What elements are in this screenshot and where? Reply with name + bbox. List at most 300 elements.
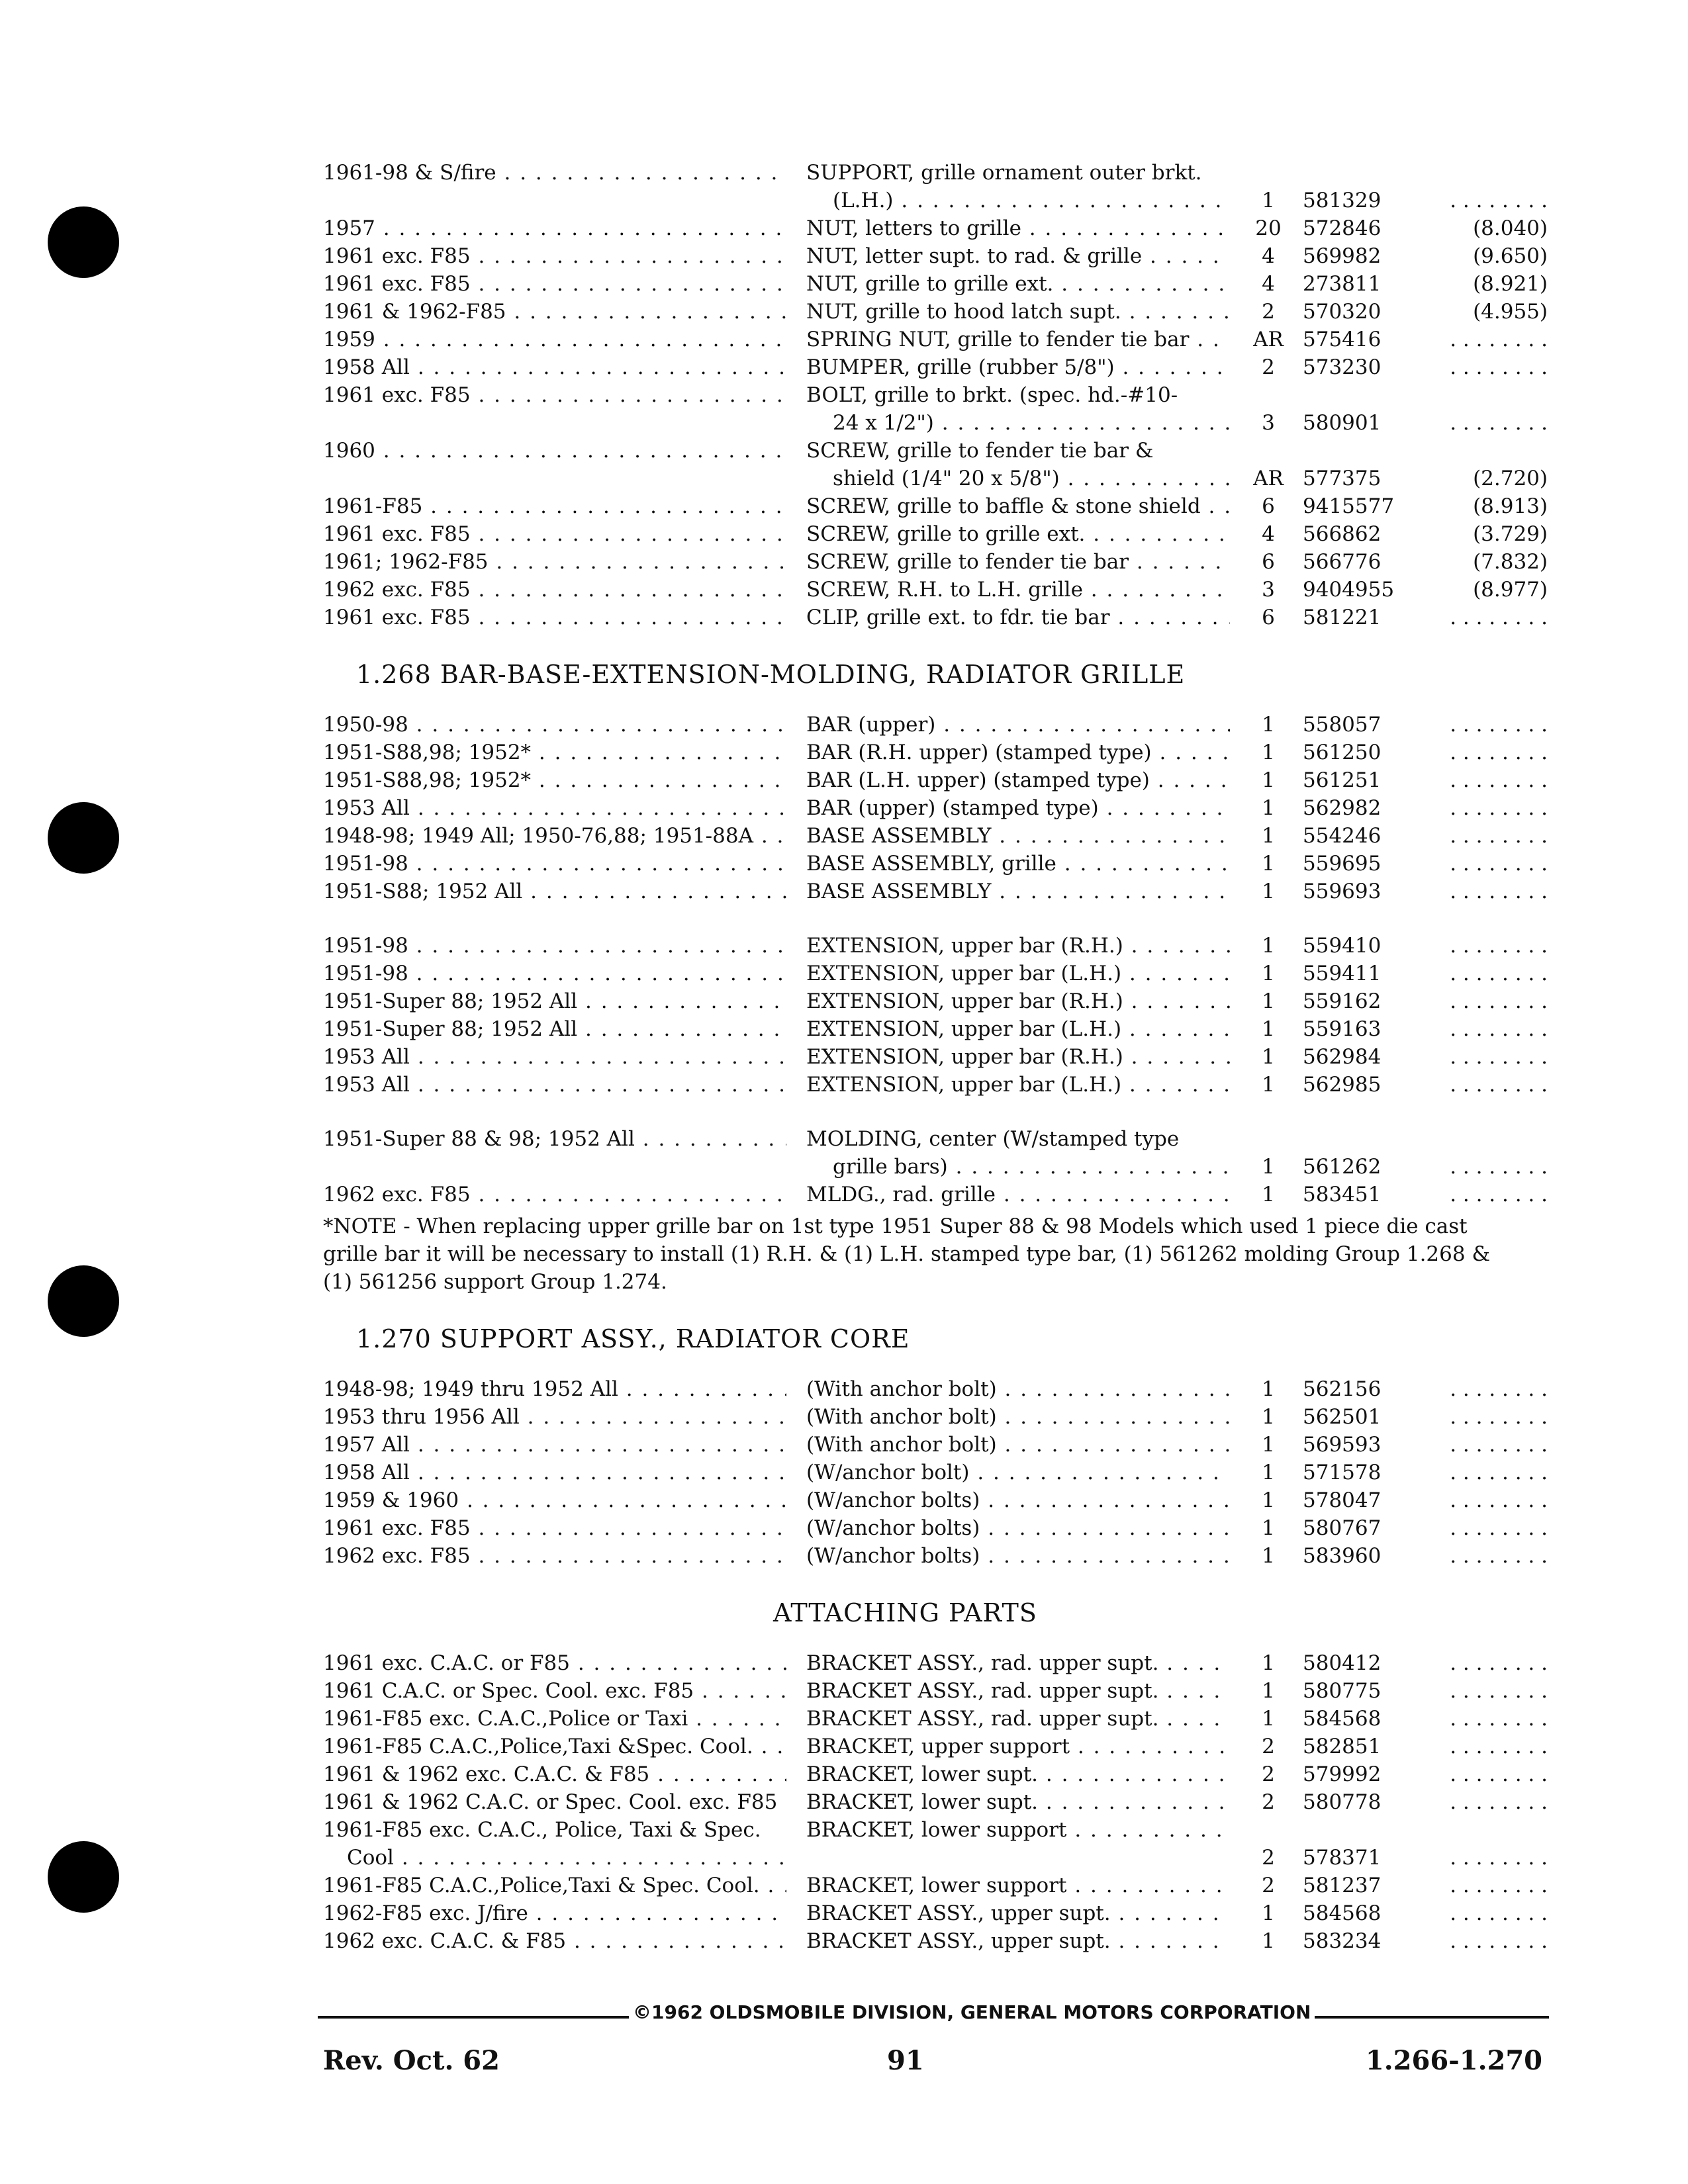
- table-row: [323, 1677, 1554, 1705]
- part-number: 578047: [1303, 1488, 1382, 1512]
- quantity: AR: [1253, 328, 1284, 351]
- applicability: 1961 exc. F85 . . .: [323, 242, 786, 270]
- table-row: [323, 159, 1554, 214]
- quantity: 20: [1255, 216, 1282, 240]
- leader-dots: . . . . . . . .: [1450, 1790, 1548, 1814]
- section-1268-moldings: [323, 1125, 1554, 1208]
- quantity: 2: [1262, 355, 1275, 379]
- part-number: 572846: [1303, 216, 1382, 240]
- part-number: 562501: [1303, 1405, 1382, 1429]
- quantity: 1: [1262, 768, 1275, 792]
- description: EXTENSION, upper bar (L.H.) . . .: [806, 1015, 1230, 1043]
- description: BRACKET, upper support . . .: [806, 1733, 1230, 1760]
- quantity: 1: [1262, 1516, 1275, 1540]
- description: BRACKET ASSY., upper supt. . . .: [806, 1899, 1230, 1927]
- table-row: [323, 1431, 1554, 1459]
- applicability: 1961-98 & S/fire . . .: [323, 159, 786, 187]
- table-row: [323, 1760, 1554, 1788]
- part-number: 579992: [1303, 1762, 1382, 1786]
- description: SPRING NUT, grille to fender tie bar . . .: [806, 326, 1230, 353]
- description-line2: (L.H.) . . .: [806, 187, 1230, 214]
- table-row: [323, 1403, 1554, 1431]
- attaching-parts-rows: [323, 1649, 1554, 1955]
- part-number: 559693: [1303, 880, 1382, 903]
- section-1268-bars-bases: [323, 711, 1554, 905]
- table-row: [323, 298, 1554, 326]
- description-line1: BOLT, grille to brkt. (spec. hd.-#10-: [806, 383, 1178, 407]
- applicability: 1951-98 . . .: [323, 960, 786, 987]
- table-row: [323, 576, 1554, 604]
- applicability: 1962 exc. F85 . . .: [323, 1181, 786, 1208]
- part-number: 584568: [1303, 1707, 1382, 1731]
- description: BRACKET ASSY., upper supt. . . .: [806, 1927, 1230, 1955]
- applicability: 1961; 1962-F85 . . .: [323, 548, 786, 576]
- leader-dots: . . . . . . . .: [1450, 1651, 1548, 1675]
- description-line1: MOLDING, center (W/stamped type: [806, 1127, 1180, 1151]
- table-row: [323, 960, 1554, 987]
- part-number: 561250: [1303, 741, 1382, 764]
- applicability: 1961 exc. F85 . . .: [323, 1514, 786, 1542]
- applicability: 1951-S88; 1952 All . . .: [323, 878, 786, 905]
- leader-dots: . . . . . . . .: [1450, 1544, 1548, 1568]
- section-1268-extensions: [323, 932, 1554, 1099]
- attaching-parts-heading: ATTACHING PARTS: [773, 1598, 1037, 1627]
- part-number: 562984: [1303, 1045, 1382, 1069]
- part-number: 580901: [1303, 411, 1382, 435]
- quantity: 1: [1262, 1183, 1275, 1206]
- applicability: 1961 exc. F85 . . .: [323, 604, 786, 631]
- group-reference: (3.729): [1473, 522, 1548, 546]
- description-line2: shield (1/4" 20 x 5/8") . . .: [806, 465, 1230, 492]
- leader-dots: . . . . . . . .: [1450, 1488, 1548, 1512]
- part-number: 580767: [1303, 1516, 1382, 1540]
- table-row: [323, 1514, 1554, 1542]
- table-row: [323, 932, 1554, 960]
- applicability: 1961-F85 exc. C.A.C.,Police or Taxi . . .: [323, 1705, 786, 1733]
- applicability-line2: Cool . . .: [323, 1844, 786, 1872]
- replacement-note: *NOTE - When replacing upper grille bar on 1st type 1951 Super 88 & 98 Models which used 1 piece die cast grille bar it will be necessary to install (1) R.H. & (1) L.H. stamped type bar, (1) 561262 molding Group 1.268 & (1) 561256 support Group 1.274.: [323, 1214, 1491, 1294]
- leader-dots: . . . . . . . .: [1450, 1433, 1548, 1457]
- applicability: 1959 . . .: [323, 326, 786, 353]
- description: (W/anchor bolts) . . .: [806, 1514, 1230, 1542]
- applicability: 1962 exc. F85 . . .: [323, 576, 786, 604]
- leader-dots: . . . . . . . .: [1450, 1874, 1548, 1897]
- leader-dots: . . . . . . . .: [1450, 713, 1548, 737]
- description: (With anchor bolt) . . .: [806, 1375, 1230, 1403]
- description: BRACKET ASSY., rad. upper supt. . . .: [806, 1705, 1230, 1733]
- description: SCREW, grille to baffle & stone shield . . .: [806, 492, 1230, 520]
- quantity: 1: [1262, 1544, 1275, 1568]
- table-row: [323, 987, 1554, 1015]
- applicability: 1958 All . . .: [323, 353, 786, 381]
- quantity: 1: [1262, 1073, 1275, 1097]
- leader-dots: . . . . . . . .: [1450, 411, 1548, 435]
- group-reference: (4.955): [1473, 300, 1548, 324]
- part-number: 559410: [1303, 934, 1382, 958]
- group-reference: (2.720): [1473, 467, 1548, 490]
- part-number: 9404955: [1303, 578, 1395, 602]
- description: NUT, grille to hood latch supt. . . .: [806, 298, 1230, 326]
- part-number: 562982: [1303, 796, 1382, 820]
- applicability: 1962 exc. C.A.C. & F85 . . .: [323, 1927, 786, 1955]
- applicability: 1961-F85 C.A.C.,Police,Taxi &Spec. Cool. . . .: [323, 1733, 786, 1760]
- description: BAR (R.H. upper) (stamped type) . . .: [806, 739, 1230, 766]
- group-range: 1.266-1.270: [1365, 2045, 1542, 2076]
- table-row: [323, 1899, 1554, 1927]
- applicability: 1953 All . . .: [323, 1071, 786, 1099]
- table-row: [323, 353, 1554, 381]
- description: BASE ASSEMBLY, grille . . .: [806, 850, 1230, 878]
- leader-dots: . . . . . . . .: [1450, 962, 1548, 985]
- quantity: 1: [1262, 713, 1275, 737]
- leader-dots: . . . . . . . .: [1450, 328, 1548, 351]
- part-number: 9415577: [1303, 494, 1395, 518]
- part-number: 558057: [1303, 713, 1382, 737]
- applicability: 1953 All . . .: [323, 794, 786, 822]
- part-number: 559695: [1303, 852, 1382, 876]
- leader-dots: . . . . . . . .: [1450, 768, 1548, 792]
- description: BRACKET, lower support . . .: [806, 1872, 1230, 1899]
- table-row: [323, 1043, 1554, 1071]
- table-row: [323, 1927, 1554, 1955]
- quantity: 2: [1262, 1735, 1275, 1758]
- quantity: 3: [1262, 578, 1275, 602]
- applicability: 1953 thru 1956 All . . .: [323, 1403, 786, 1431]
- leader-dots: . . . . . . . .: [1450, 989, 1548, 1013]
- quantity: 1: [1262, 1488, 1275, 1512]
- applicability: 1962-F85 exc. J/fire . . .: [323, 1899, 786, 1927]
- section-1266-rows: [323, 159, 1554, 631]
- applicability: 1948-98; 1949 thru 1952 All . . .: [323, 1375, 786, 1403]
- description: BRACKET ASSY., rad. upper supt. . . .: [806, 1649, 1230, 1677]
- quantity: 1: [1262, 1901, 1275, 1925]
- part-number: 575416: [1303, 328, 1382, 351]
- quantity: 1: [1262, 989, 1275, 1013]
- quantity: 2: [1262, 300, 1275, 324]
- quantity: 1: [1262, 824, 1275, 848]
- part-number: 559163: [1303, 1017, 1382, 1041]
- leader-dots: . . . . . . . .: [1450, 1405, 1548, 1429]
- part-number: 582851: [1303, 1735, 1382, 1758]
- description: CLIP, grille ext. to fdr. tie bar . . .: [806, 604, 1230, 631]
- quantity: 1: [1262, 1707, 1275, 1731]
- description: SCREW, R.H. to L.H. grille . . .: [806, 576, 1230, 604]
- description: [806, 159, 1230, 214]
- part-number: 561262: [1303, 1155, 1382, 1179]
- leader-dots: . . . . . . . .: [1450, 1762, 1548, 1786]
- quantity: 3: [1262, 411, 1275, 435]
- table-row: [323, 1872, 1554, 1899]
- part-number: 583234: [1303, 1929, 1382, 1953]
- description: (W/anchor bolts) . . .: [806, 1542, 1230, 1570]
- part-number: 566776: [1303, 550, 1382, 574]
- section-heading-1270: 1.270 SUPPORT ASSY., RADIATOR CORE: [356, 1324, 910, 1353]
- applicability: 1959 & 1960 . . .: [323, 1486, 786, 1514]
- part-number: 570320: [1303, 300, 1382, 324]
- table-row: [323, 381, 1554, 437]
- quantity: 1: [1262, 1651, 1275, 1675]
- leader-dots: . . . . . . . .: [1450, 1707, 1548, 1731]
- part-number: 573230: [1303, 355, 1382, 379]
- group-reference: (8.913): [1473, 494, 1548, 518]
- quantity: 2: [1262, 1790, 1275, 1814]
- leader-dots: . . . . . . . .: [1450, 606, 1548, 629]
- description: BUMPER, grille (rubber 5/8") . . .: [806, 353, 1230, 381]
- table-row: [323, 242, 1554, 270]
- applicability: 1951-Super 88 & 98; 1952 All . . .: [323, 1125, 786, 1153]
- part-number: 584568: [1303, 1901, 1382, 1925]
- group-reference: (8.977): [1473, 578, 1548, 602]
- leader-dots: . . . . . . . .: [1450, 189, 1548, 212]
- table-row: [323, 878, 1554, 905]
- part-number: 273811: [1303, 272, 1382, 296]
- quantity: 6: [1262, 550, 1275, 574]
- table-row: [323, 1486, 1554, 1514]
- quantity: 1: [1262, 1017, 1275, 1041]
- applicability: 1961 & 1962 exc. C.A.C. & F85 . . .: [323, 1760, 786, 1788]
- applicability: 1957 . . .: [323, 214, 786, 242]
- table-row: [323, 711, 1554, 739]
- group-reference: (7.832): [1473, 550, 1548, 574]
- part-number: 580775: [1303, 1679, 1382, 1703]
- binder-hole-1: [48, 206, 119, 278]
- applicability: 1957 All . . .: [323, 1431, 786, 1459]
- quantity: 4: [1262, 272, 1275, 296]
- part-number: 581237: [1303, 1874, 1382, 1897]
- table-row: [323, 1649, 1554, 1677]
- description: EXTENSION, upper bar (L.H.) . . .: [806, 960, 1230, 987]
- description: BAR (L.H. upper) (stamped type) . . .: [806, 766, 1230, 794]
- table-row: [323, 520, 1554, 548]
- quantity: 1: [1262, 1929, 1275, 1953]
- spacer: [323, 1099, 1554, 1125]
- description-line2: 24 x 1/2") . . .: [806, 409, 1230, 437]
- table-row: [323, 1733, 1554, 1760]
- leader-dots: . . . . . . . .: [1450, 741, 1548, 764]
- part-number: 569593: [1303, 1433, 1382, 1457]
- spacer: [323, 905, 1554, 932]
- leader-dots: . . . . . . . .: [1450, 1929, 1548, 1953]
- leader-dots: . . . . . . . .: [1450, 1155, 1548, 1179]
- leader-dots: . . . . . . . .: [1450, 1679, 1548, 1703]
- applicability: 1950-98 . . .: [323, 711, 786, 739]
- description: [806, 437, 1230, 492]
- table-row: [323, 326, 1554, 353]
- table-row: [323, 794, 1554, 822]
- quantity: AR: [1253, 467, 1284, 490]
- table-row: [323, 1459, 1554, 1486]
- footer-rule-left: [318, 2016, 635, 2019]
- group-reference: (8.040): [1473, 216, 1548, 240]
- leader-dots: . . . . . . . .: [1450, 1183, 1548, 1206]
- description: (W/anchor bolts) . . .: [806, 1486, 1230, 1514]
- quantity: 1: [1262, 1679, 1275, 1703]
- description: EXTENSION, upper bar (R.H.) . . .: [806, 987, 1230, 1015]
- quantity: 1: [1262, 852, 1275, 876]
- applicability: [323, 1816, 786, 1872]
- table-row: [323, 850, 1554, 878]
- quantity: 2: [1262, 1846, 1275, 1870]
- table-row: [323, 1015, 1554, 1043]
- quantity: 1: [1262, 189, 1275, 212]
- part-number: 566862: [1303, 522, 1382, 546]
- part-number: 583960: [1303, 1544, 1382, 1568]
- description: (W/anchor bolt) . . .: [806, 1459, 1230, 1486]
- table-row: [323, 1705, 1554, 1733]
- leader-dots: . . . . . . . .: [1450, 880, 1548, 903]
- leader-dots: . . . . . . . .: [1450, 1846, 1548, 1870]
- description: [806, 1125, 1230, 1181]
- quantity: 1: [1262, 741, 1275, 764]
- description: BAR (upper) . . .: [806, 711, 1230, 739]
- description: BASE ASSEMBLY . . .: [806, 878, 1230, 905]
- part-number: 580412: [1303, 1651, 1382, 1675]
- description: BRACKET, lower support . . .: [806, 1816, 1230, 1844]
- description: EXTENSION, upper bar (L.H.) . . .: [806, 1071, 1230, 1099]
- revision-date: Rev. Oct. 62: [323, 2045, 500, 2076]
- quantity: 1: [1262, 1405, 1275, 1429]
- quantity: 1: [1262, 796, 1275, 820]
- quantity: 4: [1262, 522, 1275, 546]
- part-number: 578371: [1303, 1846, 1382, 1870]
- leader-dots: . . . . . . . .: [1450, 1516, 1548, 1540]
- quantity: 4: [1262, 244, 1275, 268]
- applicability: 1960 . . .: [323, 437, 786, 465]
- group-reference: (9.650): [1473, 244, 1548, 268]
- table-row: [323, 1375, 1554, 1403]
- description: (With anchor bolt) . . .: [806, 1431, 1230, 1459]
- applicability: 1961 exc. F85 . . .: [323, 520, 786, 548]
- leader-dots: . . . . . . . .: [1450, 1017, 1548, 1041]
- description: NUT, letters to grille . . .: [806, 214, 1230, 242]
- part-number: 580778: [1303, 1790, 1382, 1814]
- quantity: 6: [1262, 494, 1275, 518]
- table-row: [323, 437, 1554, 492]
- table-row: [323, 822, 1554, 850]
- applicability: 1951-Super 88; 1952 All . . .: [323, 987, 786, 1015]
- applicability: 1951-S88,98; 1952* . . .: [323, 766, 786, 794]
- quantity: 1: [1262, 962, 1275, 985]
- quantity: 1: [1262, 934, 1275, 958]
- description: (With anchor bolt) . . .: [806, 1403, 1230, 1431]
- table-row: [323, 766, 1554, 794]
- table-row: [323, 1125, 1554, 1181]
- table-row: [323, 739, 1554, 766]
- applicability: 1951-S88,98; 1952* . . .: [323, 739, 786, 766]
- part-number: 561251: [1303, 768, 1382, 792]
- quantity: 1: [1262, 1155, 1275, 1179]
- part-number: 569982: [1303, 244, 1382, 268]
- part-number: 559411: [1303, 962, 1382, 985]
- part-number: 559162: [1303, 989, 1382, 1013]
- applicability: 1961 C.A.C. or Spec. Cool. exc. F85 . . .: [323, 1677, 786, 1705]
- leader-dots: . . . . . . . .: [1450, 852, 1548, 876]
- table-row: [323, 1181, 1554, 1208]
- quantity: 1: [1262, 1461, 1275, 1484]
- parts-catalog-content: [323, 159, 1554, 1955]
- part-number: 554246: [1303, 824, 1382, 848]
- description: EXTENSION, upper bar (R.H.) . . .: [806, 932, 1230, 960]
- leader-dots: . . . . . . . .: [1450, 1073, 1548, 1097]
- part-number: 581221: [1303, 606, 1382, 629]
- description: EXTENSION, upper bar (R.H.) . . .: [806, 1043, 1230, 1071]
- applicability: 1953 All . . .: [323, 1043, 786, 1071]
- table-row: [323, 1071, 1554, 1099]
- table-row: [323, 1788, 1554, 1816]
- quantity: 1: [1262, 880, 1275, 903]
- part-number: 562156: [1303, 1377, 1382, 1401]
- leader-dots: . . . . . . . .: [1450, 1901, 1548, 1925]
- description: BASE ASSEMBLY . . .: [806, 822, 1230, 850]
- description: BRACKET, lower supt. . . .: [806, 1788, 1230, 1816]
- quantity: 1: [1262, 1045, 1275, 1069]
- description: NUT, letter supt. to rad. & grille . . .: [806, 242, 1230, 270]
- leader-dots: . . . . . . . .: [1450, 1045, 1548, 1069]
- applicability: 1958 All . . .: [323, 1459, 786, 1486]
- applicability: 1951-Super 88; 1952 All . . .: [323, 1015, 786, 1043]
- leader-dots: . . . . . . . .: [1450, 1377, 1548, 1401]
- description: BRACKET ASSY., rad. upper supt. . . .: [806, 1677, 1230, 1705]
- quantity: 1: [1262, 1433, 1275, 1457]
- applicability: 1961 exc. F85 . . .: [323, 381, 786, 409]
- table-row: [323, 1816, 1554, 1872]
- applicability: 1961-F85 C.A.C.,Police,Taxi & Spec. Cool. . . .: [323, 1872, 786, 1899]
- description-line2: grille bars) . . .: [806, 1153, 1230, 1181]
- description-line1: SUPPORT, grille ornament outer brkt.: [806, 161, 1202, 185]
- description: NUT, grille to grille ext. . . .: [806, 270, 1230, 298]
- section-1270-rows: [323, 1375, 1554, 1570]
- page-number: 91: [887, 2045, 924, 2076]
- part-number: 577375: [1303, 467, 1382, 490]
- leader-dots: . . . . . . . .: [1450, 824, 1548, 848]
- part-number: 562985: [1303, 1073, 1382, 1097]
- part-number: 581329: [1303, 189, 1382, 212]
- applicability: 1961 & 1962-F85 . . .: [323, 298, 786, 326]
- quantity: 6: [1262, 606, 1275, 629]
- description: BRACKET, lower supt. . . .: [806, 1760, 1230, 1788]
- description: SCREW, grille to fender tie bar . . .: [806, 548, 1230, 576]
- leader-dots: . . . . . . . .: [1450, 796, 1548, 820]
- quantity: 2: [1262, 1762, 1275, 1786]
- applicability-line1: 1961-F85 exc. C.A.C., Police, Taxi & Spec.: [323, 1818, 761, 1842]
- leader-dots: . . . . . . . .: [1450, 1735, 1548, 1758]
- quantity: 2: [1262, 1874, 1275, 1897]
- table-row: [323, 548, 1554, 576]
- quantity: 1: [1262, 1377, 1275, 1401]
- description-line1: SCREW, grille to fender tie bar &: [806, 439, 1154, 463]
- table-row: [323, 270, 1554, 298]
- part-number: 571578: [1303, 1461, 1382, 1484]
- applicability: 1948-98; 1949 All; 1950-76,88; 1951-88A . . .: [323, 822, 786, 850]
- description: BAR (upper) (stamped type) . . .: [806, 794, 1230, 822]
- description: MLDG., rad. grille . . .: [806, 1181, 1230, 1208]
- applicability: 1951-98 . . .: [323, 932, 786, 960]
- binder-hole-4: [48, 1841, 119, 1913]
- table-row: [323, 214, 1554, 242]
- section-heading-1268: 1.268 BAR-BASE-EXTENSION-MOLDING, RADIATOR GRILLE: [356, 660, 1186, 689]
- applicability: 1961 & 1962 C.A.C. or Spec. Cool. exc. F85 . . .: [323, 1788, 786, 1816]
- applicability: 1951-98 . . .: [323, 850, 786, 878]
- group-reference: (8.921): [1473, 272, 1548, 296]
- binder-hole-2: [48, 802, 119, 874]
- table-row: [323, 492, 1554, 520]
- copyright-notice: ©1962 OLDSMOBILE DIVISION, GENERAL MOTORS CORPORATION: [629, 2001, 1315, 2023]
- applicability: 1961-F85 . . .: [323, 492, 786, 520]
- leader-dots: . . . . . . . .: [1450, 934, 1548, 958]
- binder-hole-3: [48, 1265, 119, 1337]
- applicability: 1962 exc. F85 . . .: [323, 1542, 786, 1570]
- description: SCREW, grille to grille ext. . . .: [806, 520, 1230, 548]
